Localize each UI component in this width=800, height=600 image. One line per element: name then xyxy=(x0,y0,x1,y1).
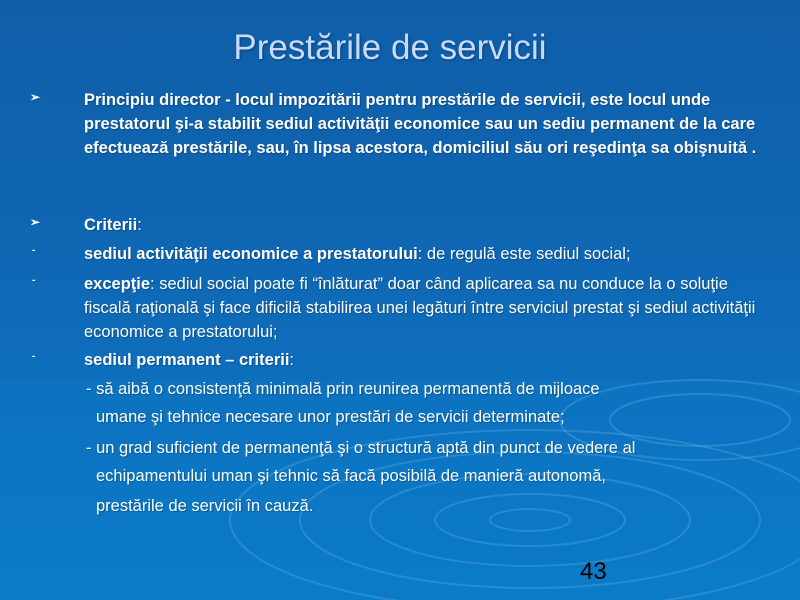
slide-title: Prestările de servicii xyxy=(233,28,547,67)
criteria-colon: : xyxy=(137,216,142,234)
sub-criterion-2-line-3: prestările de servicii în cauză. xyxy=(96,497,314,515)
sub-criterion-1-line-2: umane şi tehnice necesare unor prestări de servicii determinate; xyxy=(96,408,565,426)
sub-criterion-1-line-1: - să aibă o consistenţă minimală prin reunirea permanentă de mijloace xyxy=(86,380,600,398)
dash-bullet-icon: - xyxy=(32,351,36,362)
item-3-rest: : xyxy=(289,351,294,369)
item-2-rest: : sediul social poate fi “înlăturat” doar când aplicarea sa nu conduce la o soluţie fiscală raţională şi face dificilă stabilirea unei legături între serviciul prestat şi sediul activităţii economice a prestatorului; xyxy=(84,275,756,341)
criteria-heading: Criterii xyxy=(84,216,138,234)
arrow-bullet-icon: ➢ xyxy=(30,215,41,229)
item-1-rest: : de regulă este sediul social; xyxy=(417,245,631,263)
item-2-bold: excepţie xyxy=(84,275,151,293)
item-3-bold: sediul permanent – criterii xyxy=(84,351,290,369)
sub-criterion-2-line-2: echipamentului uman şi tehnic să facă posibilă de manieră autonomă, xyxy=(96,467,606,485)
item-1-bold: sediul activităţii economice a prestatorului xyxy=(84,245,418,263)
dash-bullet-icon: - xyxy=(32,245,36,256)
dash-bullet-icon: - xyxy=(32,275,36,286)
page-number: 43 xyxy=(580,558,607,585)
principle-text: Principiu director - locul impozitării pentru prestările de servicii, este locul unde prestatorul şi-a stabilit sediul activităţii economice sau un sediu permanent de la care efectuează prestările, sau, în lipsa acestora, domiciliul său ori reşedinţa sa obişnuită . xyxy=(84,91,757,157)
sub-criterion-2-line-1: - un grad suficient de permanenţă şi o structură aptă din punct de vedere al xyxy=(86,439,636,457)
arrow-bullet-icon: ➢ xyxy=(30,90,41,104)
